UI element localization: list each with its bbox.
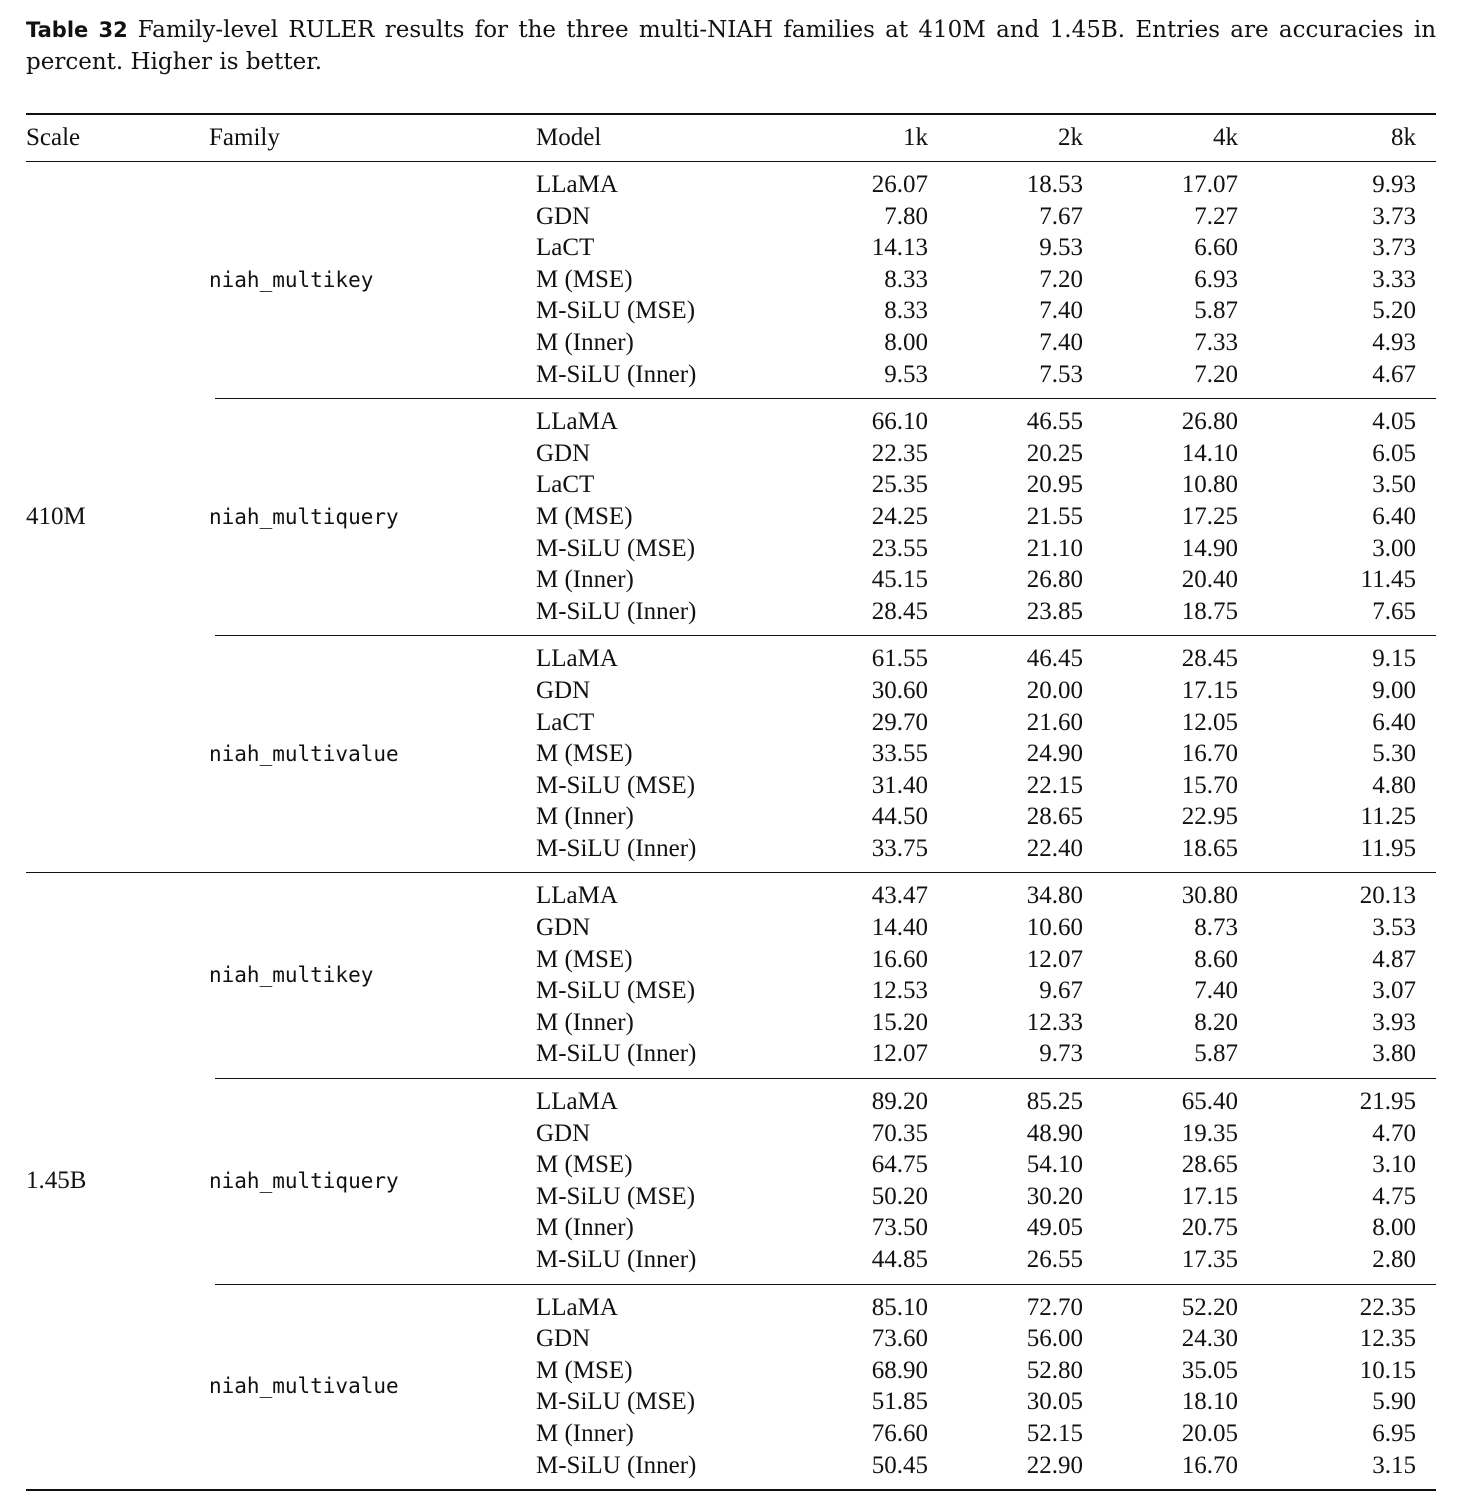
cell-4k: 17.07 [1181, 171, 1238, 198]
cell-4k: 16.70 [1181, 1451, 1238, 1479]
cell-1k: 44.85 [871, 1246, 928, 1273]
table-row [536, 770, 1436, 802]
cell-2k: 46.45 [1026, 645, 1083, 673]
model-name: M (Inner) [536, 803, 634, 831]
cell-2k: 22.90 [1026, 1451, 1083, 1479]
cell-1k: 33.55 [871, 740, 928, 768]
cell-2k: 21.10 [1026, 534, 1083, 562]
cell-8k: 3.15 [1372, 1451, 1416, 1479]
model-name: M-SiLU (MSE) [536, 977, 696, 1005]
cell-8k: 3.73 [1372, 202, 1416, 230]
cell-4k: 20.40 [1181, 566, 1238, 594]
cell-2k: 30.20 [1026, 1182, 1083, 1210]
header-1k: 1k [903, 124, 928, 151]
model-rows [536, 643, 1436, 864]
model-rows [536, 880, 1436, 1070]
cell-8k: 22.35 [1359, 1293, 1416, 1321]
cell-8k: 4.87 [1372, 945, 1416, 973]
model-name: M (Inner) [536, 1008, 634, 1036]
table-row [536, 359, 1436, 391]
cell-8k: 3.07 [1372, 977, 1416, 1005]
cell-4k: 18.10 [1181, 1388, 1238, 1416]
cell-1k: 50.45 [871, 1451, 928, 1479]
model-name: M (MSE) [536, 740, 633, 768]
model-name: M-SiLU (Inner) [536, 1451, 697, 1479]
cell-2k: 12.33 [1026, 1008, 1083, 1036]
cell-2k: 34.80 [1026, 882, 1083, 910]
cell-2k: 9.53 [1039, 234, 1083, 262]
cell-8k: 4.93 [1372, 328, 1416, 356]
model-name: M-SiLU (Inner) [536, 1246, 697, 1273]
cell-4k: 17.15 [1181, 676, 1238, 704]
model-rows [536, 1086, 1436, 1276]
model-name: M-SiLU (Inner) [536, 597, 697, 625]
model-name: M-SiLU (Inner) [536, 1040, 697, 1068]
family-label: niah_multiquery [209, 1168, 399, 1193]
model-name: LLaMA [536, 171, 618, 198]
table-row [536, 675, 1436, 707]
cell-2k: 7.53 [1039, 360, 1083, 388]
results-table [26, 113, 1436, 1491]
cell-2k: 10.60 [1026, 914, 1083, 942]
family-group [209, 1079, 1436, 1284]
cell-1k: 51.85 [871, 1388, 928, 1416]
cell-4k: 17.25 [1181, 502, 1238, 530]
model-name: LLaMA [536, 1088, 618, 1116]
cell-8k: 3.80 [1372, 1040, 1416, 1068]
cell-4k: 7.27 [1194, 202, 1238, 230]
cell-8k: 3.50 [1372, 471, 1416, 499]
cell-8k: 11.45 [1360, 566, 1416, 594]
table-row [536, 975, 1436, 1007]
model-name: M (MSE) [536, 265, 633, 293]
cell-4k: 17.15 [1181, 1182, 1238, 1210]
model-rows [536, 169, 1436, 390]
table-row [536, 1212, 1436, 1244]
cell-1k: 61.55 [871, 645, 928, 673]
header-family: Family [209, 124, 280, 151]
table-row [536, 438, 1436, 470]
cell-4k: 28.45 [1181, 645, 1238, 673]
table-row [536, 833, 1436, 865]
model-name: LaCT [536, 234, 595, 262]
model-name: M (MSE) [536, 1151, 633, 1179]
cell-2k: 12.07 [1026, 945, 1083, 973]
table-caption [26, 14, 1436, 78]
cell-2k: 85.25 [1026, 1088, 1083, 1116]
scale-label: 410M [26, 503, 86, 531]
table-row [536, 1244, 1436, 1276]
table-body [26, 162, 1436, 1489]
cell-8k: 6.95 [1372, 1419, 1416, 1447]
cell-1k: 28.45 [871, 597, 928, 625]
cell-8k: 5.20 [1372, 297, 1416, 325]
table-row [536, 1086, 1436, 1118]
cell-1k: 31.40 [871, 771, 928, 799]
table-row [536, 912, 1436, 944]
cell-1k: 29.70 [871, 708, 928, 736]
cell-4k: 6.93 [1194, 265, 1238, 293]
model-name: M-SiLU (MSE) [536, 1182, 696, 1210]
model-name: M (MSE) [536, 945, 633, 973]
cell-2k: 26.55 [1026, 1246, 1083, 1273]
table-row [536, 1118, 1436, 1150]
cell-2k: 24.90 [1026, 740, 1083, 768]
cell-4k: 6.60 [1194, 234, 1238, 262]
cell-1k: 8.33 [884, 265, 928, 293]
cell-4k: 19.35 [1181, 1119, 1238, 1147]
cell-2k: 7.20 [1039, 265, 1083, 293]
cell-8k: 21.95 [1359, 1088, 1416, 1116]
cell-1k: 15.20 [871, 1008, 928, 1036]
table-row [536, 406, 1436, 438]
cell-1k: 7.80 [884, 202, 928, 230]
cell-1k: 30.60 [871, 676, 928, 704]
model-name: GDN [536, 914, 591, 942]
cell-1k: 50.20 [871, 1182, 928, 1210]
model-name: M-SiLU (MSE) [536, 1388, 696, 1416]
family-list [209, 162, 1436, 872]
model-name: M (Inner) [536, 1214, 634, 1242]
model-name: M-SiLU (Inner) [536, 360, 697, 388]
model-name: M (Inner) [536, 328, 634, 356]
model-name: M-SiLU (MSE) [536, 297, 696, 325]
cell-2k: 56.00 [1026, 1325, 1083, 1353]
cell-2k: 30.05 [1026, 1388, 1083, 1416]
cell-2k: 20.95 [1026, 471, 1083, 499]
cell-1k: 73.50 [871, 1214, 928, 1242]
model-name: GDN [536, 202, 591, 230]
model-name: M-SiLU (MSE) [536, 771, 696, 799]
cell-1k: 70.35 [871, 1119, 928, 1147]
cell-8k: 9.00 [1372, 676, 1416, 704]
cell-2k: 48.90 [1026, 1119, 1083, 1147]
cell-8k: 6.40 [1372, 502, 1416, 530]
cell-4k: 14.10 [1181, 439, 1238, 467]
model-name: GDN [536, 676, 591, 704]
cell-2k: 22.15 [1026, 771, 1083, 799]
model-rows [536, 406, 1436, 627]
cell-8k: 3.10 [1372, 1151, 1416, 1179]
table-row [536, 1450, 1436, 1482]
table-row [536, 596, 1436, 628]
cell-8k: 4.05 [1372, 408, 1416, 436]
cell-8k: 5.90 [1372, 1388, 1416, 1416]
cell-4k: 26.80 [1181, 408, 1238, 436]
cell-4k: 20.05 [1181, 1419, 1238, 1447]
cell-4k: 7.20 [1194, 360, 1238, 388]
model-name: LaCT [536, 471, 595, 499]
cell-4k: 65.40 [1181, 1088, 1238, 1116]
cell-2k: 54.10 [1026, 1151, 1083, 1179]
cell-1k: 8.33 [884, 297, 928, 325]
cell-8k: 11.25 [1360, 803, 1416, 831]
table-row [536, 169, 1436, 201]
cell-4k: 8.60 [1194, 945, 1238, 973]
header-row [26, 115, 1436, 161]
cell-2k: 26.80 [1026, 566, 1083, 594]
table-row [536, 944, 1436, 976]
cell-1k: 43.47 [871, 882, 928, 910]
scale-label: 1.45B [26, 1167, 87, 1195]
model-name: M-SiLU (MSE) [536, 534, 696, 562]
model-name: M-SiLU (Inner) [536, 834, 697, 862]
model-name: M (MSE) [536, 1356, 633, 1384]
cell-8k: 4.70 [1372, 1119, 1416, 1147]
cell-1k: 89.20 [871, 1088, 928, 1116]
model-name: LLaMA [536, 645, 618, 673]
cell-8k: 4.75 [1372, 1182, 1416, 1210]
cell-1k: 8.00 [884, 328, 928, 356]
cell-2k: 49.05 [1026, 1214, 1083, 1242]
cell-8k: 5.30 [1372, 740, 1416, 768]
cell-1k: 85.10 [871, 1293, 928, 1321]
table-row [536, 201, 1436, 233]
scale-group [26, 873, 1436, 1489]
cell-1k: 9.53 [884, 360, 928, 388]
cell-4k: 35.05 [1181, 1356, 1238, 1384]
cell-1k: 24.25 [871, 502, 928, 530]
cell-8k: 4.67 [1372, 360, 1416, 388]
cell-2k: 18.53 [1026, 171, 1083, 198]
model-name: LaCT [536, 708, 595, 736]
cell-4k: 7.33 [1194, 328, 1238, 356]
table-row [536, 501, 1436, 533]
cell-2k: 21.60 [1026, 708, 1083, 736]
table-row [536, 1292, 1436, 1324]
cell-8k: 9.93 [1372, 171, 1416, 198]
table-row [536, 564, 1436, 596]
model-name: M (Inner) [536, 566, 634, 594]
cell-8k: 11.95 [1360, 834, 1416, 862]
cell-1k: 16.60 [871, 945, 928, 973]
family-group [209, 873, 1436, 1078]
cell-8k: 10.15 [1359, 1356, 1416, 1384]
table-row [536, 1355, 1436, 1387]
table-row [536, 1323, 1436, 1355]
table-row [536, 1181, 1436, 1213]
cell-1k: 23.55 [871, 534, 928, 562]
cell-8k: 3.00 [1372, 534, 1416, 562]
model-rows [536, 1292, 1436, 1482]
model-name: GDN [536, 1325, 591, 1353]
header-8k: 8k [1391, 124, 1416, 151]
cell-8k: 6.05 [1372, 439, 1416, 467]
caption-text: Family-level RULER results for the three multi-NIAH families at 410M and 1.45B. Entries are accuracies in percent. Higher is better. [26, 17, 1437, 75]
model-name: LLaMA [536, 408, 618, 436]
cell-8k: 4.80 [1372, 771, 1416, 799]
cell-2k: 22.40 [1026, 834, 1083, 862]
cell-4k: 7.40 [1194, 977, 1238, 1005]
cell-1k: 14.13 [871, 234, 928, 262]
family-label: niah_multikey [209, 963, 374, 988]
cell-2k: 52.80 [1026, 1356, 1083, 1384]
model-name: GDN [536, 439, 591, 467]
cell-1k: 73.60 [871, 1325, 928, 1353]
family-label: niah_multivalue [209, 1374, 399, 1399]
scale-group [26, 162, 1436, 872]
cell-2k: 7.40 [1039, 328, 1083, 356]
cell-4k: 18.65 [1181, 834, 1238, 862]
table-row [536, 232, 1436, 264]
cell-1k: 45.15 [871, 566, 928, 594]
table-row [536, 1149, 1436, 1181]
cell-1k: 12.53 [871, 977, 928, 1005]
cell-4k: 16.70 [1181, 740, 1238, 768]
cell-4k: 12.05 [1181, 708, 1238, 736]
cell-4k: 14.90 [1181, 534, 1238, 562]
cell-4k: 5.87 [1194, 1040, 1238, 1068]
cell-2k: 52.15 [1026, 1419, 1083, 1447]
model-name: LLaMA [536, 882, 618, 910]
table-row [536, 327, 1436, 359]
cell-4k: 24.30 [1181, 1325, 1238, 1353]
model-name: LLaMA [536, 1293, 618, 1321]
bottom-rule [26, 1489, 1436, 1491]
cell-8k: 2.80 [1372, 1246, 1416, 1273]
table-row [536, 1038, 1436, 1070]
table-row [536, 295, 1436, 327]
model-name: M (MSE) [536, 502, 633, 530]
caption-label: Table 32 [26, 18, 128, 42]
cell-8k: 7.65 [1372, 597, 1416, 625]
cell-2k: 28.65 [1026, 803, 1083, 831]
family-group [209, 162, 1436, 398]
cell-2k: 20.25 [1026, 439, 1083, 467]
cell-1k: 44.50 [871, 803, 928, 831]
cell-4k: 28.65 [1181, 1151, 1238, 1179]
family-label: niah_multiquery [209, 504, 399, 529]
table-row [536, 1386, 1436, 1418]
cell-2k: 20.00 [1026, 676, 1083, 704]
cell-4k: 30.80 [1181, 882, 1238, 910]
cell-2k: 23.85 [1026, 597, 1083, 625]
table-row [536, 643, 1436, 675]
header-model: Model [536, 124, 602, 151]
header-2k: 2k [1058, 124, 1083, 151]
table-row [536, 707, 1436, 739]
cell-2k: 72.70 [1026, 1293, 1083, 1321]
cell-2k: 46.55 [1026, 408, 1083, 436]
cell-4k: 22.95 [1181, 803, 1238, 831]
table-row [536, 469, 1436, 501]
cell-2k: 7.40 [1039, 297, 1083, 325]
cell-1k: 12.07 [871, 1040, 928, 1068]
model-name: GDN [536, 1119, 591, 1147]
cell-1k: 66.10 [871, 408, 928, 436]
model-name: M (Inner) [536, 1419, 634, 1447]
cell-8k: 8.00 [1372, 1214, 1416, 1242]
cell-4k: 17.35 [1181, 1246, 1238, 1273]
cell-1k: 64.75 [871, 1151, 928, 1179]
cell-8k: 3.33 [1372, 265, 1416, 293]
cell-2k: 7.67 [1039, 202, 1083, 230]
cell-1k: 33.75 [871, 834, 928, 862]
cell-1k: 26.07 [871, 171, 928, 198]
cell-1k: 25.35 [871, 471, 928, 499]
cell-2k: 9.67 [1039, 977, 1083, 1005]
cell-1k: 22.35 [871, 439, 928, 467]
family-group [209, 1285, 1436, 1490]
cell-1k: 76.60 [871, 1419, 928, 1447]
cell-1k: 14.40 [871, 914, 928, 942]
table-row [536, 880, 1436, 912]
cell-4k: 8.73 [1194, 914, 1238, 942]
header-scale: Scale [26, 124, 81, 151]
family-group [209, 636, 1436, 872]
cell-4k: 52.20 [1181, 1293, 1238, 1321]
cell-8k: 20.13 [1359, 882, 1416, 910]
cell-4k: 5.87 [1194, 297, 1238, 325]
family-list [209, 873, 1436, 1489]
cell-4k: 10.80 [1181, 471, 1238, 499]
cell-2k: 21.55 [1026, 502, 1083, 530]
cell-8k: 6.40 [1372, 708, 1416, 736]
cell-4k: 15.70 [1181, 771, 1238, 799]
cell-4k: 20.75 [1181, 1214, 1238, 1242]
cell-1k: 68.90 [871, 1356, 928, 1384]
header-4k: 4k [1213, 124, 1238, 151]
table-row [536, 738, 1436, 770]
family-label: niah_multikey [209, 267, 374, 292]
family-label: niah_multivalue [209, 741, 399, 766]
table-row [536, 1007, 1436, 1039]
cell-2k: 9.73 [1039, 1040, 1083, 1068]
table-row [536, 533, 1436, 565]
table-row [536, 801, 1436, 833]
family-group [209, 399, 1436, 635]
cell-8k: 3.53 [1372, 914, 1416, 942]
table-row [536, 264, 1436, 296]
table-row [536, 1418, 1436, 1450]
cell-8k: 3.73 [1372, 234, 1416, 262]
cell-4k: 18.75 [1181, 597, 1238, 625]
cell-8k: 12.35 [1359, 1325, 1416, 1353]
cell-4k: 8.20 [1194, 1008, 1238, 1036]
cell-8k: 9.15 [1372, 645, 1416, 673]
cell-8k: 3.93 [1372, 1008, 1416, 1036]
